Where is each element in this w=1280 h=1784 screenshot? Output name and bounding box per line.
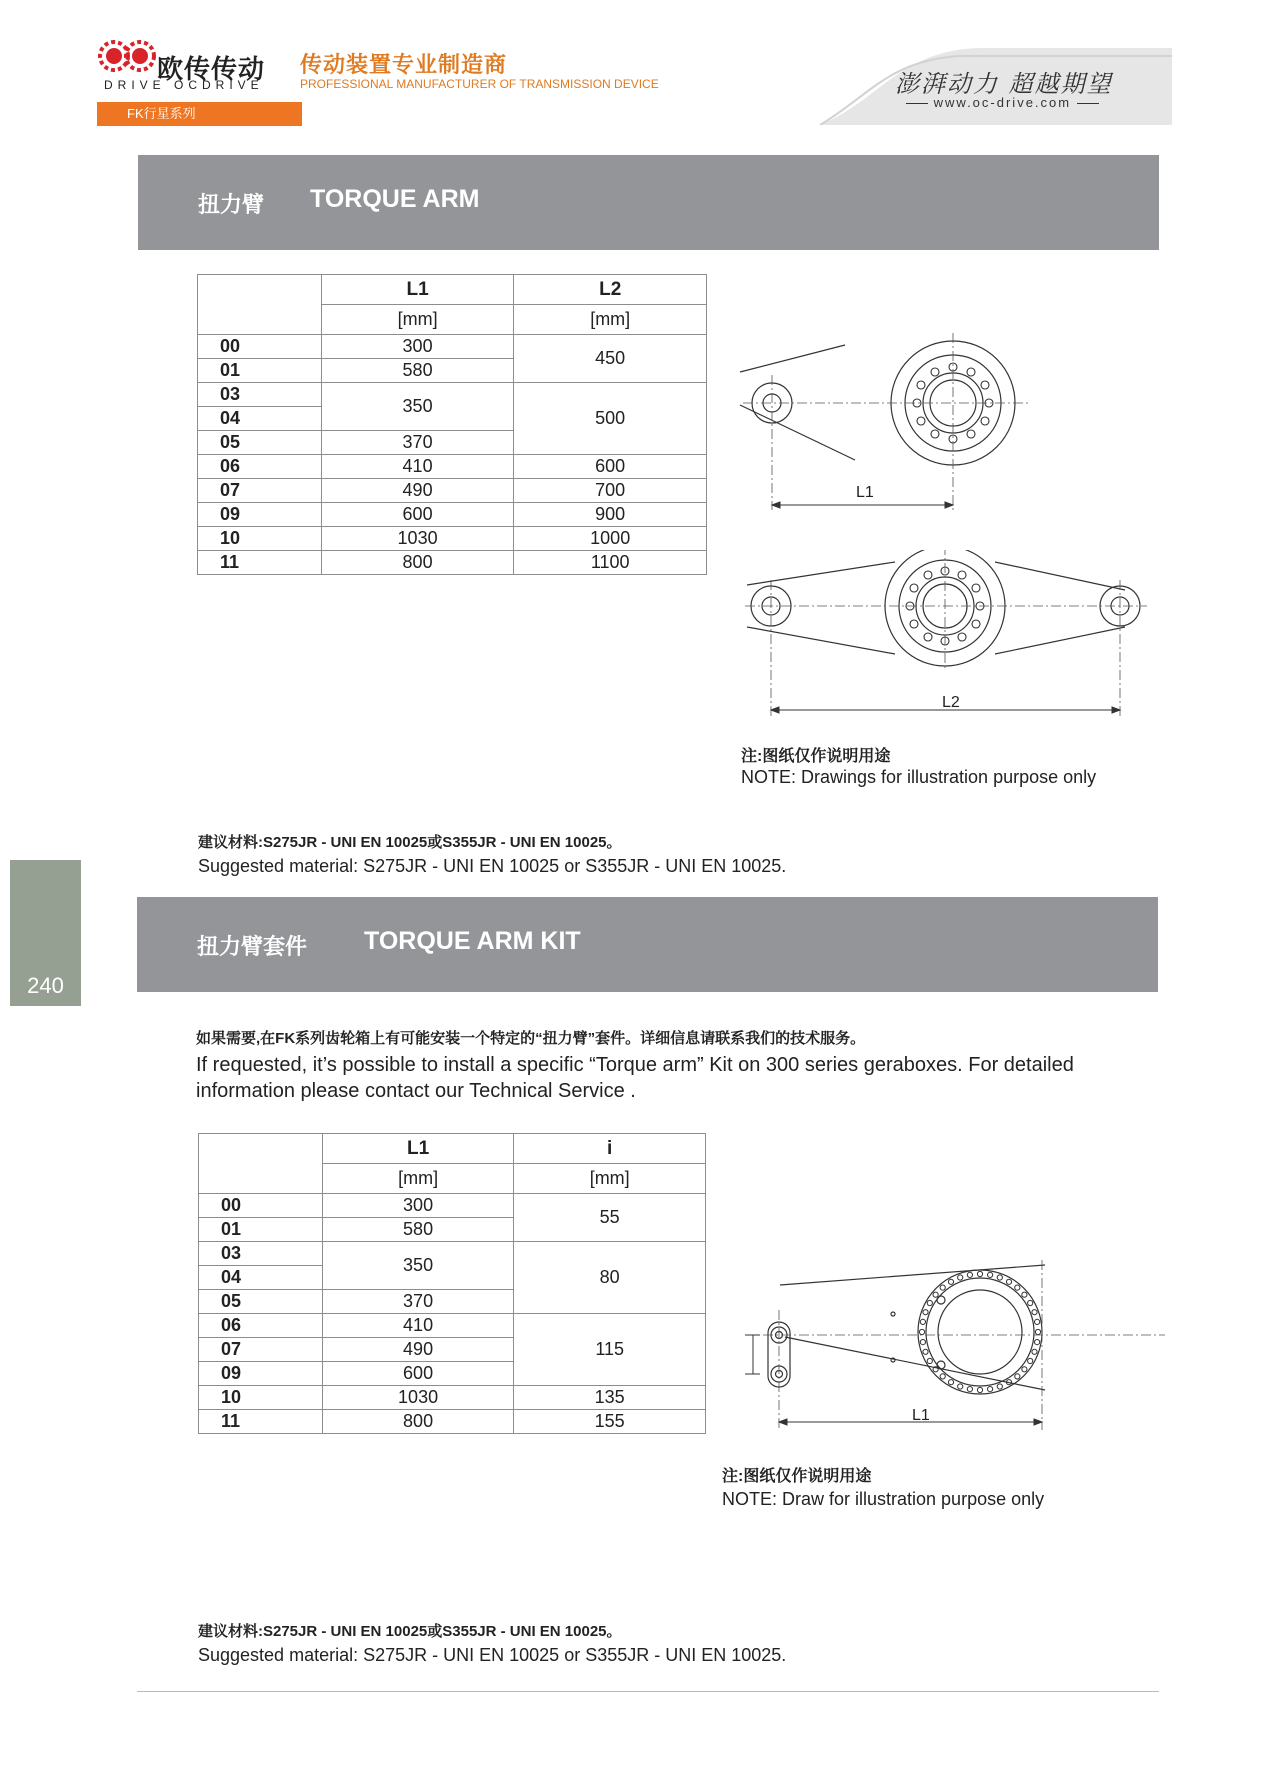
unit-l1: [mm]: [322, 1164, 514, 1194]
material-cn: 建议材料:S275JR - UNI EN 10025或S355JR - UNI EN 10025。: [198, 834, 622, 851]
table-row: 11 800 1100: [198, 551, 707, 575]
table-row: 06 410 115: [199, 1314, 706, 1338]
bolt-hole: [920, 1340, 925, 1345]
tagline-en: PROFESSIONAL MANUFACTURER OF TRANSMISSION DEVICE: [300, 77, 659, 91]
col-header-i: i: [514, 1134, 706, 1164]
bolt-hole: [1035, 1340, 1040, 1345]
bolt-hole: [940, 1374, 945, 1379]
slogan: 澎湃动力 超越期望: [895, 70, 1113, 98]
tagline-cn: 传动装置专业制造商: [300, 52, 508, 77]
bolt-hole: [1035, 1319, 1040, 1324]
gear-logo-icon: [98, 38, 158, 78]
section-title-cn: 扭力臂套件: [197, 934, 308, 959]
torque-arm-drawing-single: [735, 330, 1035, 520]
bolt-hole: [940, 1285, 945, 1290]
torque-arm-table: [197, 274, 707, 575]
logo-text-cn: 欧传传动: [157, 54, 266, 84]
torque-arm-kit-drawing: [715, 1250, 1175, 1440]
bolt-hole: [923, 1349, 928, 1354]
bolt-hole: [927, 1358, 932, 1363]
bolt-hole: [919, 1329, 924, 1334]
table-row: 01 580: [198, 359, 707, 383]
intro-cn: 如果需要,在FK系列齿轮箱上有可能安装一个特定的“扭力臂”套件。详细信息请联系我们的技术服务。: [196, 1030, 866, 1047]
table-row: 04: [198, 407, 707, 431]
table-row: 09 600: [199, 1362, 706, 1386]
dimension-l2-label: L2: [942, 694, 960, 711]
section-bar-torque-arm: [138, 155, 1159, 250]
note-cn: 注:图纸仅作说明用途: [741, 748, 891, 765]
bolt-hole: [1032, 1310, 1037, 1315]
col-header-l1: L1: [322, 1134, 514, 1164]
unit-l2: [mm]: [514, 305, 707, 335]
bolt-hole: [1028, 1300, 1033, 1305]
table-row: 09 600 900: [198, 503, 707, 527]
bolt-hole: [1035, 1329, 1040, 1334]
bolt-hole: [1022, 1367, 1027, 1372]
logo-text-en: DRIVE OCDRIVE: [104, 78, 264, 92]
table-row: 10 1030 135: [199, 1386, 706, 1410]
table-row: 04: [199, 1266, 706, 1290]
bolt-hole: [977, 1271, 982, 1276]
bolt-hole: [958, 1275, 963, 1280]
bolt-hole: [933, 1292, 938, 1297]
material-en: Suggested material: S275JR - UNI EN 10025 or S355JR - UNI EN 10025.: [198, 1645, 787, 1665]
table-row: 00 300 450: [198, 335, 707, 359]
section-title-en: TORQUE ARM: [310, 185, 480, 213]
torque-arm-kit-table: [198, 1133, 706, 1434]
footer-rule: [137, 1691, 1159, 1692]
section-title-en: TORQUE ARM KIT: [364, 927, 581, 955]
section-bar-torque-arm-kit: [137, 897, 1158, 992]
table-row: 07 490 700: [198, 479, 707, 503]
note-en: NOTE: Draw for illustration purpose only: [722, 1489, 1045, 1509]
bolt-hole: [1015, 1374, 1020, 1379]
bolt-hole: [1006, 1279, 1011, 1284]
unit-l1: [mm]: [321, 305, 514, 335]
bolt-hole: [967, 1272, 972, 1277]
table-row: 06 410 600: [198, 455, 707, 479]
dimension-l1-label: L1: [912, 1407, 930, 1424]
bolt-hole: [997, 1384, 1002, 1389]
bolt-hole: [948, 1380, 953, 1385]
note-cn: 注:图纸仅作说明用途: [722, 1468, 872, 1485]
bolt-hole: [1028, 1358, 1033, 1363]
website: www.oc-drive.com: [906, 95, 1099, 110]
bolt-hole: [997, 1275, 1002, 1280]
material-cn: 建议材料:S275JR - UNI EN 10025或S355JR - UNI EN 10025。: [198, 1623, 622, 1640]
bolt-hole: [988, 1387, 993, 1392]
col-header-l1: L1: [321, 275, 514, 305]
table-row: 01 580: [199, 1218, 706, 1242]
intro-en: If requested, it’s possible to install a specific “Torque arm” Kit on 300 series geraboxes. For detailed information please contact our Technical Service .: [196, 1054, 1074, 1102]
table-row: 07 490: [199, 1338, 706, 1362]
bolt-hole: [1015, 1285, 1020, 1290]
bolt-hole: [923, 1310, 928, 1315]
table-row: 03 350 500: [198, 383, 707, 407]
bolt-hole: [967, 1387, 972, 1392]
section-title-cn: 扭力臂: [198, 192, 265, 217]
table-row: 00 300 55: [199, 1194, 706, 1218]
bolt-hole: [988, 1272, 993, 1277]
material-en: Suggested material: S275JR - UNI EN 10025 or S355JR - UNI EN 10025.: [198, 856, 787, 876]
bolt-hole: [948, 1279, 953, 1284]
bolt-hole: [977, 1387, 982, 1392]
table-row: 03 350 80: [199, 1242, 706, 1266]
bolt-hole: [927, 1300, 932, 1305]
note-en: NOTE: Drawings for illustration purpose only: [741, 767, 1097, 787]
bolt-hole: [1022, 1292, 1027, 1297]
table-row: 05 370: [198, 431, 707, 455]
table-row: 10 1030 1000: [198, 527, 707, 551]
col-header-l2: L2: [514, 275, 707, 305]
table-row: 11 800 155: [199, 1410, 706, 1434]
unit-i: [mm]: [514, 1164, 706, 1194]
page-number: 240: [27, 973, 64, 998]
bolt-hole: [920, 1319, 925, 1324]
series-tag: FK行星系列: [97, 102, 302, 126]
bolt-hole: [958, 1384, 963, 1389]
bolt-hole: [1032, 1349, 1037, 1354]
table-row: 05 370: [199, 1290, 706, 1314]
dimension-l1-label: L1: [856, 484, 874, 501]
